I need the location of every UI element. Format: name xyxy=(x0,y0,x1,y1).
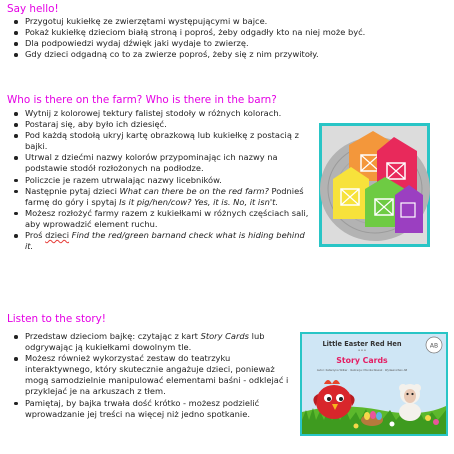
list-item: Możesz rozłożyć farmy razem z kukiełkami w różnych częściach sali, aby wprowadzić element ruchu. xyxy=(7,208,311,230)
item-text: Proś xyxy=(25,230,46,241)
list-item: Dla podpowiedzi wydaj dźwięk jaki wydaje to zwierzę. xyxy=(7,38,443,49)
barn-cards-photo xyxy=(319,123,430,247)
item-text: Podnieś farmę do góry i spytaj xyxy=(25,185,304,207)
spellcheck-marked-word[interactable]: dzieci xyxy=(45,230,70,241)
list-item: Pokaż kukiełkę dzieciom białą stroną i poproś, żeby odgadły kto na niej może być. xyxy=(7,27,443,38)
list-item: Policzcie je razem utrwalając nazwy licebników. xyxy=(7,175,311,186)
list-item: Gdy dzieci odgadną co to za zwierze poproś, żeby się z nim przywitoły. xyxy=(7,49,443,60)
story-card-image xyxy=(300,332,448,436)
item-italic-text: Find the red/green barnand check what is hiding behind it. xyxy=(25,230,305,252)
item-text: Następnie pytaj dzieci xyxy=(25,185,120,196)
item-text: lub odgrywając ją kukiełkami dowolnym tle. xyxy=(25,331,265,353)
ab-badge-icon xyxy=(426,337,442,353)
listen-list xyxy=(7,331,297,420)
list-item: Postaraj się, aby było ich dziesięć. xyxy=(7,119,311,130)
list-item xyxy=(7,331,297,353)
list-item: Utrwal z dziećmi nazwy kolorów przypominając ich nazwy na podstawie stodół rozłożonych na podłodze. xyxy=(7,152,311,174)
list-item: Przygotuj kukiełkę ze zwierzętami występującymi w bajce. xyxy=(7,16,443,27)
section-heading-farm: Who is there on the farm? Who is there in the barn? xyxy=(7,94,277,106)
farm-list xyxy=(7,108,311,252)
card-badge: AB xyxy=(429,342,439,350)
card-credits: Autor: Katarzyna Wilker · Ilustracje: Monika Nowak · Wydawnictwo AB xyxy=(316,369,408,372)
item-text: Przedstaw dzieciom bajkę: czytając z kart xyxy=(25,331,201,341)
list-item xyxy=(7,230,311,252)
barn-purple-icon xyxy=(395,185,423,233)
card-dots: ••• xyxy=(357,348,367,354)
item-italic-text: Is it pig/hen/cow? Yes, it is. No, it isn't. xyxy=(119,196,278,207)
section-heading-say-hello: Say hello! xyxy=(7,3,59,15)
list-item xyxy=(7,186,311,208)
card-title: Little Easter Red Hen xyxy=(322,340,402,348)
list-item: Pamiętaj, by bajka trwała dość krótko - możesz podzielić wprowadzanie jej treści na więcej niż jedno spotkanie. xyxy=(7,398,297,420)
list-item: Pod każdą stodołą ukryj kartę obrazkową lub kukiełkę z postacią z bajki. xyxy=(7,130,311,152)
item-italic-text: Story Cards xyxy=(200,331,249,341)
section-heading-listen: Listen to the story! xyxy=(7,313,106,325)
list-item: Możesz również wykorzystać zestaw do teatrzyku interaktywnego, który skutecznie angażuje dzieci, ponieważ mogą samodzielnie manipulować elementami baśni - odklejać i przyklejać je na arkuszach z tłem. xyxy=(7,353,297,397)
say-hello-list xyxy=(7,16,443,60)
list-item: Wytnij z kolorowej tektury falistej stodoły w różnych kolorach. xyxy=(7,108,311,119)
item-italic-text: What can there be on the red farm? xyxy=(119,185,269,196)
card-subtitle: Story Cards xyxy=(336,356,388,365)
